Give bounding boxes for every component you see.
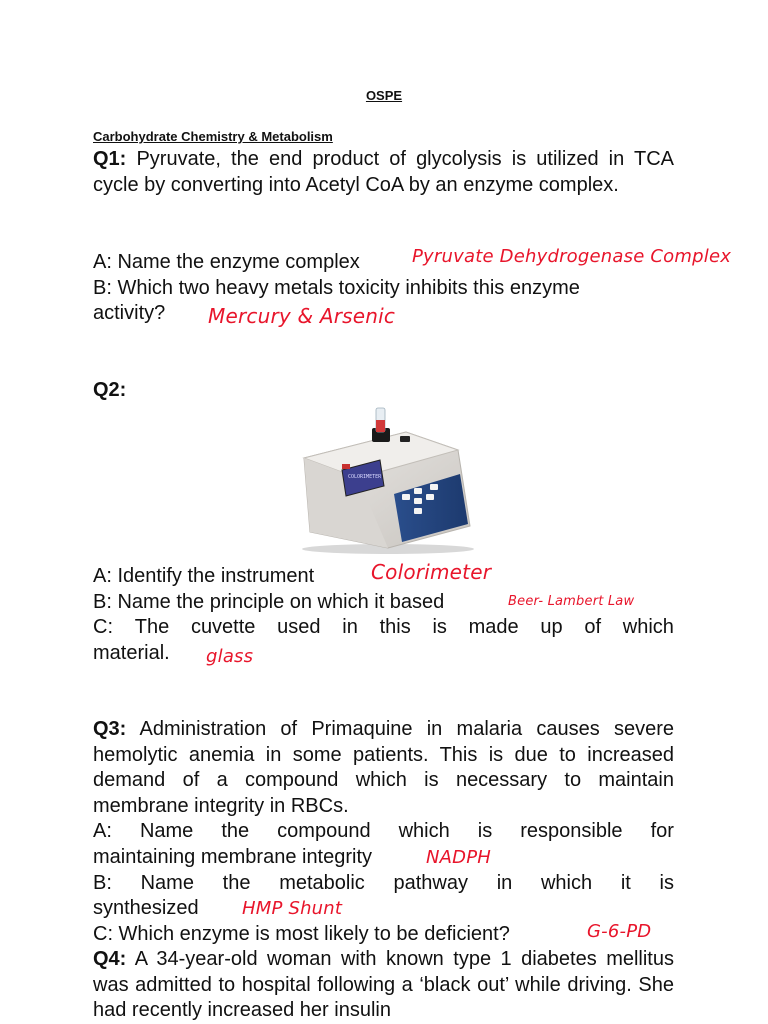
q3-a-word: responsible [520, 820, 623, 842]
q2-c-word: used [277, 616, 321, 638]
q3-label: Q3: [93, 718, 127, 740]
q2-part-a: A: Identify the instrument [93, 565, 315, 587]
q2-b-answer: Beer- Lambert Law [508, 594, 635, 609]
q2-c-word: The [134, 616, 170, 638]
q1-label: Q1: [93, 148, 127, 170]
q3-part-c: C: Which enzyme is most likely to be deficient? [93, 923, 510, 945]
section-heading: Carbohydrate Chemistry & Metabolism [93, 129, 333, 144]
q2-c-word: up [540, 616, 563, 638]
q2-label: Q2: [93, 379, 127, 401]
q3-b-answer: HMP Shunt [242, 898, 343, 919]
q4-stem-text: A 34-year-old woman with known type 1 diabetes mellitus was admitted to hospital following a ‘black out’ while driving. She had recently increased her insulin [93, 948, 674, 1022]
q3-part-a [93, 819, 674, 845]
q3-a-word: for [650, 820, 674, 842]
q3-a-word: Name [139, 820, 194, 842]
colorimeter-image [296, 406, 476, 556]
q1-stem [93, 147, 674, 198]
q2-c-word: is [432, 616, 447, 638]
q4-stem [93, 947, 674, 1024]
q3-b-word: Name [140, 872, 194, 894]
q3-stem [93, 717, 674, 819]
q1-a-answer: Pyruvate Dehydrogenase Complex [412, 246, 732, 267]
q2-c-word: in [342, 616, 358, 638]
q2-a-answer: Colorimeter [371, 560, 492, 584]
q3-a-answer: NADPH [426, 847, 492, 868]
q3-part-b-cont: synthesized [93, 897, 199, 919]
q3-b-word: metabolic [279, 872, 365, 894]
q3-part-b [93, 871, 674, 897]
q3-b-word: B: [93, 872, 112, 894]
q2-c-word: this [379, 616, 411, 638]
q1-stem-text: Pyruvate, the end product of glycolysis is utilized in TCA cycle by converting into Acetyl CoA by an enzyme complex. [93, 148, 674, 196]
q3-b-word: pathway [393, 872, 468, 894]
q2-c-word: which [622, 616, 674, 638]
q2-c-word: made [468, 616, 519, 638]
q3-b-word: is [659, 872, 674, 894]
q3-a-word: compound [277, 820, 371, 842]
q3-a-word: A: [93, 820, 112, 842]
q3-a-word: is [477, 820, 493, 842]
q2-part-c-cont: material. [93, 642, 170, 664]
page-title: OSPE [365, 88, 403, 103]
q3-part-a-cont: maintaining membrane integrity [93, 846, 373, 868]
q3-b-word: it [620, 872, 631, 894]
instrument-display-text: COLORIMETER [348, 474, 382, 480]
q3-c-answer: G-6-PD [587, 921, 652, 942]
q3-b-word: in [496, 872, 513, 894]
q3-b-word: the [222, 872, 251, 894]
q3-b-word: which [540, 872, 593, 894]
q3-a-word: which [398, 820, 450, 842]
q2-c-word: C: [93, 616, 113, 638]
q2-part-c [93, 615, 674, 641]
q2-c-answer: glass [206, 646, 254, 667]
q3-stem-text: Administration of Primaquine in malaria causes severe hemolytic anemia in some patients. This is due to increased demand of a compound which is necessary to maintain membrane integrity in RBCs. [93, 718, 674, 817]
q2-part-b: B: Name the principle on which it based [93, 591, 445, 613]
q4-label: Q4: [93, 948, 127, 970]
q2-c-word: cuvette [190, 616, 256, 638]
q2-c-word: of [584, 616, 602, 638]
q1-part-b: B: Which two heavy metals toxicity inhibits this enzyme [93, 277, 580, 299]
q1-b-answer: Mercury & Arsenic [208, 304, 396, 328]
q1-part-a: A: Name the enzyme complex [93, 251, 360, 273]
q3-a-word: the [221, 820, 250, 842]
q1-part-b-cont: activity? [93, 302, 166, 324]
